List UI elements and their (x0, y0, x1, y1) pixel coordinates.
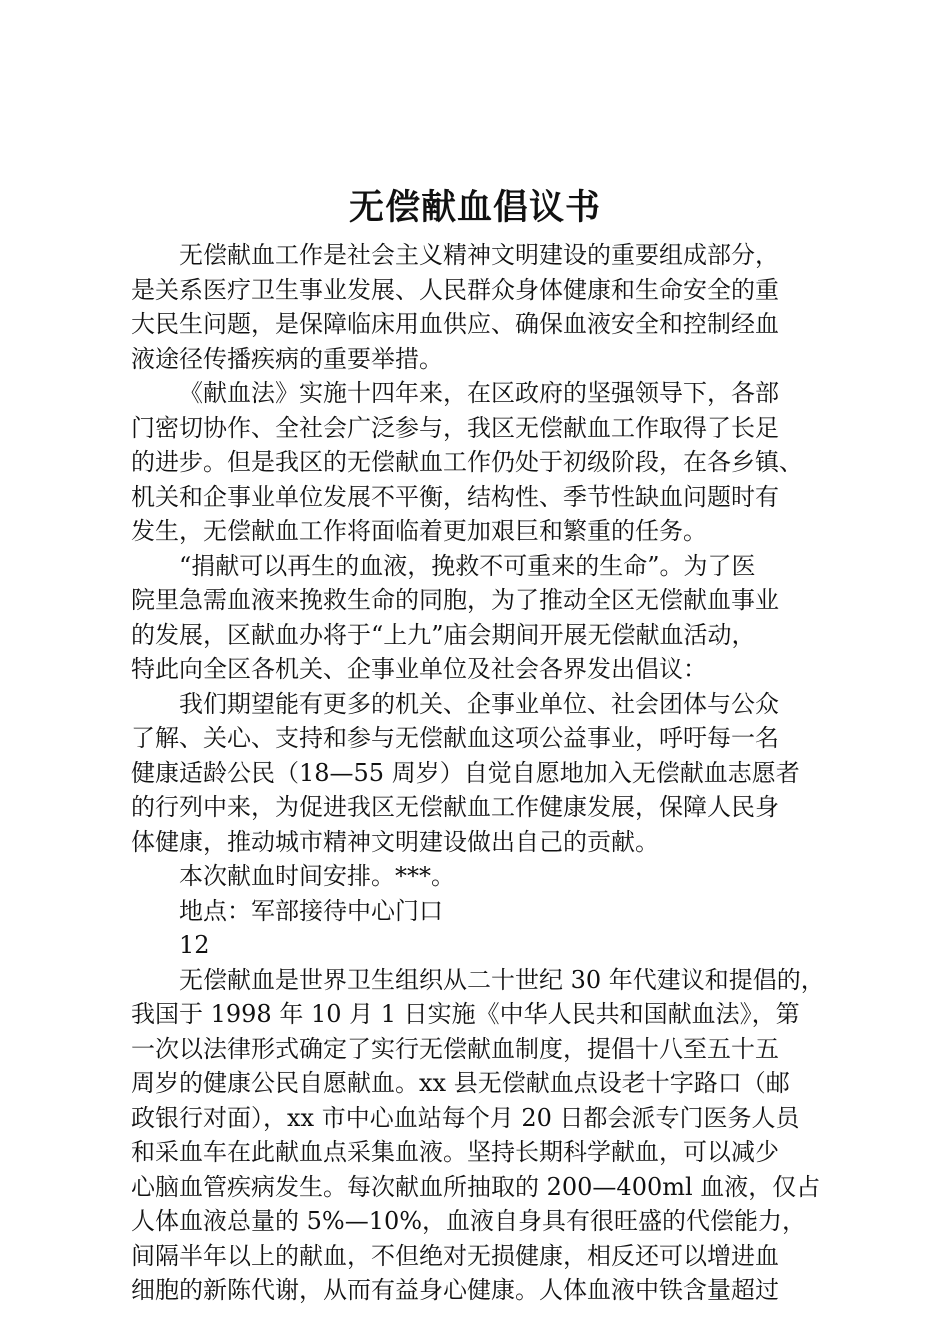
text-line: 一次以法律形式确定了实行无偿献血制度，提倡十八至五十五 (131, 1034, 779, 1063)
document-title: 无偿献血倡议书 (348, 188, 601, 228)
text-line: 的发展，区献血办将于“上九”庙会期间开展无偿献血活动， (131, 620, 756, 649)
text-line: 的进步。但是我区的无偿献血工作仍处于初级阶段，在各乡镇、 (131, 448, 803, 476)
text-line: 我们期望能有更多的机关、企事业单位、社会团体与公众 (179, 689, 779, 718)
text-line: 政银行对面），xx 市中心血站每个月 20 日都会派专门医务人员 (131, 1103, 800, 1132)
text-line: 周岁的健康公民自愿献血。xx 县无偿献血点设老十字路口（邮 (131, 1069, 790, 1097)
text-line: 我国于 1998 年 10 月 1 日实施《中华人民共和国献血法》，第 (131, 1000, 800, 1028)
text-line: 门密切协作、全社会广泛参与，我区无偿献血工作取得了长足 (131, 413, 779, 442)
text-line: 地点：军部接待中心门口 (179, 896, 443, 925)
text-line: 特此向全区各机关、企事业单位及社会各界发出倡议： (131, 655, 707, 683)
text-line: 12 (179, 931, 210, 959)
text-line: 大民生问题，是保障临床用血供应、确保血液安全和控制经血 (131, 310, 779, 338)
text-line: 细胞的新陈代谢，从而有益身心健康。人体血液中铁含量超过 (131, 1276, 779, 1304)
text-line: 的行列中来，为促进我区无偿献血工作健康发展，保障人民身 (131, 793, 779, 821)
text-line: 是关系医疗卫生事业发展、人民群众身体健康和生命安全的重 (131, 275, 779, 304)
text-line: 心脑血管疾病发生。每次献血所抽取的 200—400ml 血液，仅占 (131, 1172, 821, 1201)
text-line: 无偿献血是世界卫生组织从二十世纪 30 年代建议和提倡的， (179, 965, 825, 994)
text-line: 本次献血时间安排。***。 (179, 862, 455, 890)
text-line: 健康适龄公民（18—55 周岁）自觉自愿地加入无偿献血志愿者 (131, 758, 800, 787)
document-body (131, 238, 831, 1308)
text-line: 人体血液总量的 5%—10%，血液自身具有很旺盛的代偿能力， (131, 1207, 807, 1235)
text-line: 间隔半年以上的献血，不但绝对无损健康，相反还可以增进血 (131, 1241, 779, 1270)
text-line: 和采血车在此献血点采集血液。坚持长期科学献血，可以减少 (131, 1138, 779, 1166)
text-line: “捐献可以再生的血液，挽救不可重来的生命”。为了医 (179, 551, 756, 580)
text-line: 《献血法》实施十四年来，在区政府的坚强领导下，各部 (179, 379, 779, 407)
text-line: 液途径传播疾病的重要举措。 (131, 344, 443, 373)
text-line: 了解、关心、支持和参与无偿献血这项公益事业，呼吁每一名 (131, 724, 779, 752)
text-line: 机关和企事业单位发展不平衡，结构性、季节性缺血问题时有 (131, 482, 779, 511)
text-line: 体健康，推动城市精神文明建设做出自己的贡献。 (131, 827, 659, 856)
text-line: 无偿献血工作是社会主义精神文明建设的重要组成部分， (179, 241, 779, 269)
text-line: 院里急需血液来挽救生命的同胞，为了推动全区无偿献血事业 (131, 586, 779, 614)
text-line: 发生，无偿献血工作将面临着更加艰巨和繁重的任务。 (131, 517, 707, 545)
